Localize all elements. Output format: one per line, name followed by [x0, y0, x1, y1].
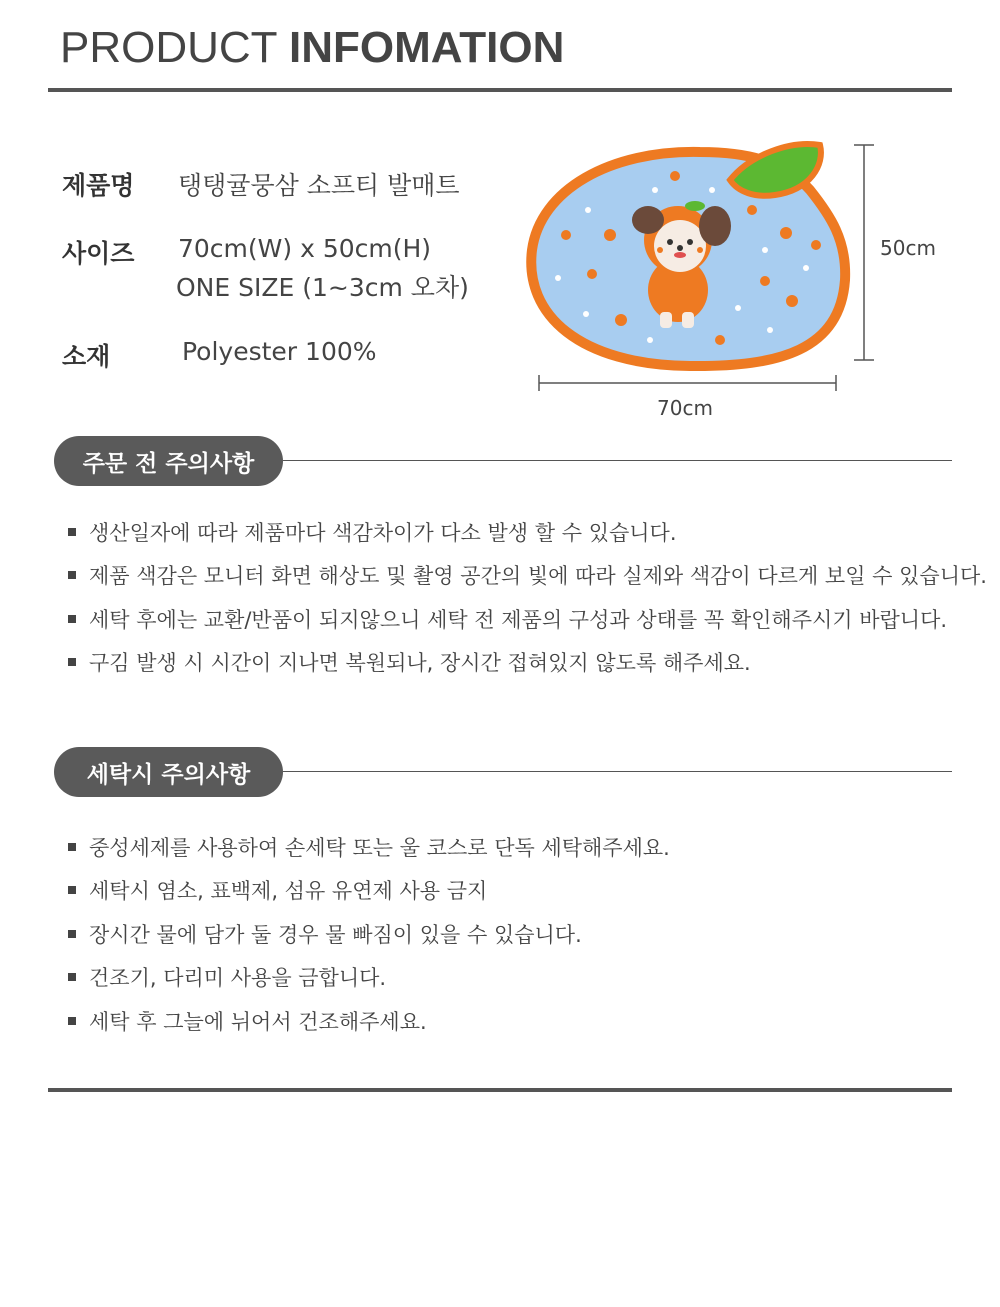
list-item	[68, 869, 670, 913]
page-title-light: PRODUCT	[60, 23, 289, 72]
bullet-icon	[68, 658, 76, 666]
list-item	[68, 912, 670, 956]
list-item-text: 세탁 후 그늘에 뉘어서 건조해주세요.	[89, 1009, 427, 1034]
bullet-icon	[68, 1017, 76, 1025]
bullet-icon	[68, 886, 76, 894]
list-item-text: 생산일자에 따라 제품마다 색감차이가 다소 발생 할 수 있습니다.	[89, 520, 677, 545]
bullet-icon	[68, 571, 76, 579]
bullet-icon	[68, 528, 76, 536]
width-dimension-line	[539, 375, 836, 391]
list-item	[68, 510, 987, 554]
list-item-text: 건조기, 다리미 사용을 금합니다.	[89, 966, 387, 991]
order-notice-title: 주문 전 주의사항	[54, 436, 283, 486]
width-label: 70cm	[657, 396, 713, 420]
list-item	[68, 956, 670, 1000]
size-label: 사이즈	[62, 239, 135, 268]
list-item-text: 장시간 물에 담가 둘 경우 물 빠짐이 있을 수 있습니다.	[89, 922, 582, 947]
bullet-icon	[68, 843, 76, 851]
wash-notice-title: 세탁시 주의사항	[54, 747, 283, 797]
order-notice-list	[68, 510, 987, 684]
list-item-text: 세탁시 염소, 표백제, 섬유 유연제 사용 금지	[89, 879, 488, 904]
product-illustration	[520, 130, 960, 430]
product-name-label: 제품명	[62, 171, 135, 200]
order-notice-divider	[283, 460, 952, 461]
list-item	[68, 999, 670, 1043]
material-value: Polyester 100%	[182, 337, 377, 366]
wash-notice-divider	[283, 771, 952, 772]
list-item-text: 중성세제를 사용하여 손세탁 또는 울 코스로 단독 세탁해주세요.	[89, 835, 670, 860]
height-label: 50cm	[880, 236, 936, 260]
list-item-text: 세탁 후에는 교환/반품이 되지않으니 세탁 전 제품의 구성과 상태를 꼭 확인해주시기 바랍니다.	[89, 607, 948, 632]
wash-notice-list	[68, 825, 670, 1043]
list-item-text: 구김 발생 시 시간이 지나면 복원되나, 장시간 접혀있지 않도록 해주세요.	[89, 651, 751, 676]
material-label: 소재	[62, 342, 111, 371]
list-item	[68, 597, 987, 641]
page-title	[60, 22, 564, 73]
product-name-value: 탱탱귤뭉삼 소프티 발매트	[178, 171, 460, 200]
footer-divider	[48, 1088, 952, 1092]
list-item-text: 제품 색감은 모니터 화면 해상도 및 촬영 공간의 빛에 따라 실제와 색감이 다르게 보일 수 있습니다.	[89, 564, 987, 589]
bullet-icon	[68, 973, 76, 981]
bullet-icon	[68, 930, 76, 938]
size-value: 70cm(W) x 50cm(H)	[178, 234, 432, 263]
size-tolerance: ONE SIZE (1~3cm 오차)	[176, 273, 469, 302]
page-title-bold: INFOMATION	[288, 23, 565, 72]
list-item	[68, 641, 987, 685]
height-dimension-line	[854, 145, 874, 360]
header-divider	[48, 88, 952, 92]
list-item	[68, 554, 987, 598]
list-item	[68, 825, 670, 869]
bullet-icon	[68, 615, 76, 623]
